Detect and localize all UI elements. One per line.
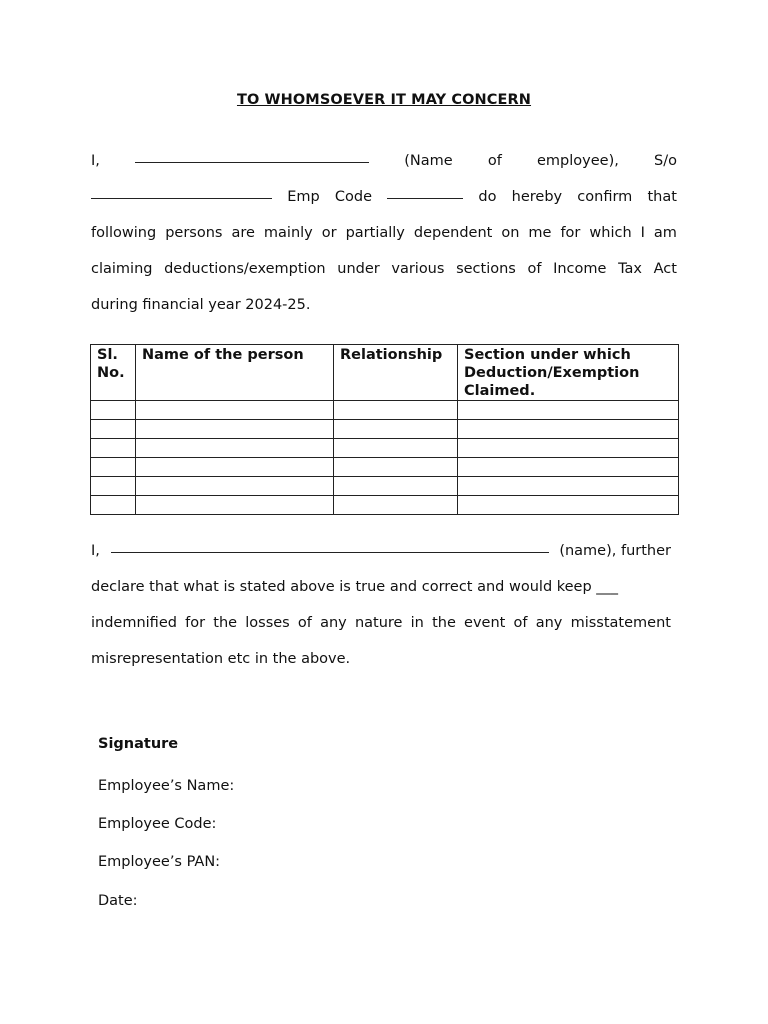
text-that: that bbox=[647, 189, 677, 205]
table-header-row bbox=[91, 345, 679, 401]
para2-line-4 bbox=[91, 641, 671, 677]
word: for bbox=[185, 615, 206, 631]
table-cell[interactable] bbox=[458, 496, 679, 515]
word: mainly bbox=[263, 225, 313, 241]
para2-line-3 bbox=[91, 605, 671, 641]
table-cell[interactable] bbox=[91, 401, 136, 420]
word: claiming bbox=[91, 261, 153, 277]
indemnity-paragraph bbox=[91, 533, 671, 677]
declaration-paragraph bbox=[91, 143, 677, 323]
header-sl-no: Sl. No. bbox=[91, 345, 136, 401]
dependents-table bbox=[90, 344, 679, 515]
word: am bbox=[653, 225, 677, 241]
word: event bbox=[464, 615, 506, 631]
emp-code-blank bbox=[387, 184, 463, 199]
table-cell[interactable] bbox=[458, 458, 679, 477]
table-cell[interactable] bbox=[334, 401, 458, 420]
table-cell[interactable] bbox=[136, 420, 334, 439]
text-so: S/o bbox=[654, 153, 677, 169]
text-emp: Emp bbox=[287, 189, 320, 205]
word: nature bbox=[354, 615, 403, 631]
word: persons bbox=[165, 225, 223, 241]
para2-line-2 bbox=[91, 569, 671, 605]
text-name-further: (name), further bbox=[559, 543, 671, 559]
table-cell[interactable] bbox=[91, 458, 136, 477]
para1-line-1 bbox=[91, 143, 677, 179]
table-cell[interactable] bbox=[136, 477, 334, 496]
table-cell[interactable] bbox=[91, 477, 136, 496]
table-cell[interactable] bbox=[458, 420, 679, 439]
word: the bbox=[432, 615, 456, 631]
word: following bbox=[91, 225, 157, 241]
word: for bbox=[560, 225, 581, 241]
employee-code-label: Employee Code: bbox=[98, 816, 217, 832]
date-label: Date: bbox=[98, 893, 138, 909]
word: deductions/exemption bbox=[164, 261, 326, 277]
table-cell[interactable] bbox=[136, 401, 334, 420]
text-code: Code bbox=[334, 189, 372, 205]
employee-name-label: Employee’s Name: bbox=[98, 778, 235, 794]
table-row bbox=[91, 401, 679, 420]
para1-line-3 bbox=[91, 215, 677, 251]
employee-pan-label: Employee’s PAN: bbox=[98, 854, 221, 870]
table-cell[interactable] bbox=[458, 477, 679, 496]
word: of bbox=[297, 615, 312, 631]
word: the bbox=[213, 615, 238, 631]
table-cell[interactable] bbox=[136, 496, 334, 515]
word: are bbox=[231, 225, 255, 241]
table-row bbox=[91, 496, 679, 515]
table-cell[interactable] bbox=[334, 458, 458, 477]
table-row bbox=[91, 420, 679, 439]
table-cell[interactable] bbox=[91, 496, 136, 515]
table-cell[interactable] bbox=[91, 439, 136, 458]
text-hereby: hereby bbox=[511, 189, 563, 205]
signature-label: Signature bbox=[98, 736, 179, 752]
para1-line-2 bbox=[91, 179, 677, 215]
signature-block bbox=[98, 733, 235, 909]
text-of: of bbox=[487, 153, 502, 169]
para1-line-4 bbox=[91, 251, 677, 287]
text-i: I, bbox=[91, 153, 100, 169]
table-row bbox=[91, 439, 679, 458]
word: Tax bbox=[618, 261, 642, 277]
table-cell[interactable] bbox=[334, 439, 458, 458]
father-name-blank bbox=[91, 184, 272, 199]
table-row bbox=[91, 458, 679, 477]
para1-line-5-text: during financial year 2024-25. bbox=[91, 297, 311, 313]
text-confirm: confirm bbox=[577, 189, 633, 205]
word: Act bbox=[653, 261, 677, 277]
table-cell[interactable] bbox=[136, 439, 334, 458]
header-relationship: Relationship bbox=[334, 345, 458, 401]
table-cell[interactable] bbox=[334, 496, 458, 515]
table-cell[interactable] bbox=[136, 458, 334, 477]
word: misstatement bbox=[570, 615, 671, 631]
word: partially bbox=[345, 225, 405, 241]
word: me bbox=[528, 225, 552, 241]
word: sections bbox=[456, 261, 516, 277]
text-employee: employee), bbox=[537, 153, 619, 169]
para2-line-1 bbox=[91, 533, 671, 569]
header-person-name: Name of the person bbox=[136, 345, 334, 401]
word: or bbox=[321, 225, 337, 241]
table-cell[interactable] bbox=[91, 420, 136, 439]
word: various bbox=[391, 261, 445, 277]
word: of bbox=[513, 615, 528, 631]
word: I bbox=[640, 225, 645, 241]
table-cell[interactable] bbox=[458, 439, 679, 458]
word: which bbox=[589, 225, 632, 241]
word: under bbox=[337, 261, 380, 277]
table-row bbox=[91, 477, 679, 496]
word: any bbox=[320, 615, 347, 631]
word: of bbox=[527, 261, 542, 277]
word: on bbox=[501, 225, 520, 241]
word: indemnified bbox=[91, 615, 177, 631]
word: any bbox=[535, 615, 563, 631]
word: Income bbox=[553, 261, 607, 277]
table-cell[interactable] bbox=[334, 420, 458, 439]
text-name: (Name bbox=[404, 153, 453, 169]
page-title: TO WHOMSOEVER IT MAY CONCERN bbox=[236, 92, 532, 108]
word: losses bbox=[245, 615, 290, 631]
para2-line-4-text: misrepresentation etc in the above. bbox=[91, 651, 351, 667]
declarant-name-blank bbox=[111, 538, 549, 553]
para1-line-5 bbox=[91, 287, 677, 323]
text-do: do bbox=[478, 189, 497, 205]
text-i-2: I, bbox=[91, 543, 100, 559]
table-cell[interactable] bbox=[458, 401, 679, 420]
word: dependent bbox=[413, 225, 493, 241]
header-section: Section under which Deduction/Exemption Claimed. bbox=[458, 345, 679, 401]
para2-line-2-text: declare that what is stated above is true and correct and would keep ___ bbox=[91, 579, 619, 595]
table-cell[interactable] bbox=[334, 477, 458, 496]
word: in bbox=[410, 615, 424, 631]
employee-name-blank bbox=[135, 148, 369, 163]
